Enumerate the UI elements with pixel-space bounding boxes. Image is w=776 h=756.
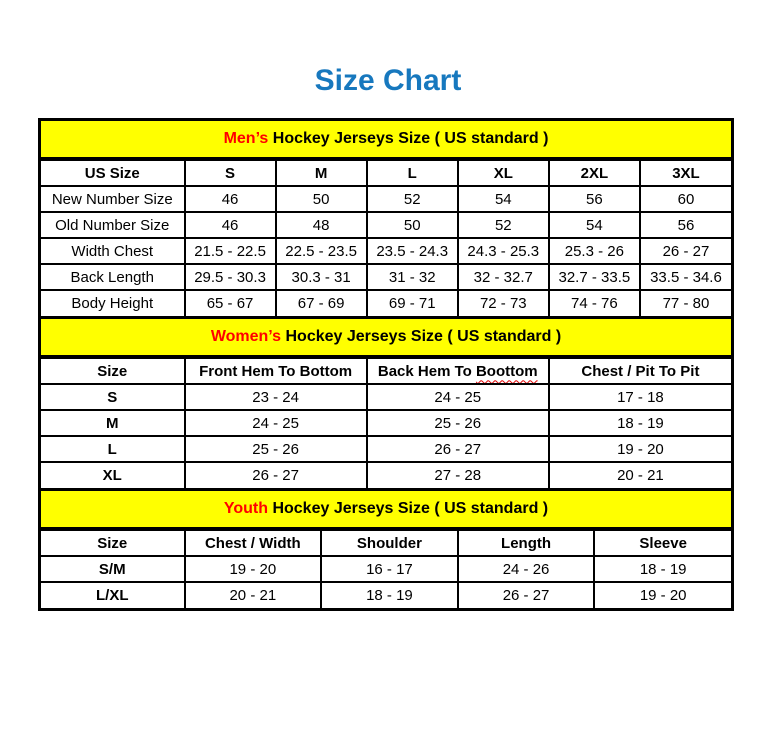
womens-section-title-text: Hockey Jerseys Size ( US standard ) [281, 328, 562, 345]
size-value: 56 [640, 212, 731, 238]
size-value: 18 - 19 [594, 556, 731, 582]
column-header: M [276, 160, 367, 186]
youth-section-title-highlight: Youth [223, 500, 268, 517]
size-value: 18 - 19 [549, 410, 731, 436]
size-value: 50 [276, 186, 367, 212]
size-value: 46 [185, 186, 276, 212]
youth-section-title [41, 488, 731, 529]
column-header: L [367, 160, 458, 186]
youth-header-row [41, 530, 731, 556]
column-header: Chest / Width [185, 530, 322, 556]
row-label: XL [41, 462, 185, 488]
youth-section-title-text: Hockey Jerseys Size ( US standard ) [268, 500, 549, 517]
column-header: Back Hem To Boottom [367, 358, 549, 384]
womens-section-title [41, 316, 731, 357]
size-value: 52 [367, 186, 458, 212]
size-value: 56 [549, 186, 640, 212]
size-value: 19 - 20 [594, 582, 731, 608]
mens-section-title [41, 121, 731, 159]
table-row [41, 436, 731, 462]
size-value: 17 - 18 [549, 384, 731, 410]
row-label: Body Height [41, 290, 185, 316]
size-value: 32 - 32.7 [458, 264, 549, 290]
mens-header-row [41, 160, 731, 186]
mens-section-title-highlight: Men’s [223, 130, 269, 147]
size-value: 60 [640, 186, 731, 212]
table-row [41, 290, 731, 316]
misspelled-word: Boottom [475, 362, 538, 380]
table-row [41, 212, 731, 238]
size-value: 54 [458, 186, 549, 212]
size-value: 26 - 27 [185, 462, 367, 488]
table-row [41, 186, 731, 212]
size-value: 22.5 - 23.5 [276, 238, 367, 264]
row-label: New Number Size [41, 186, 185, 212]
size-value: 69 - 71 [367, 290, 458, 316]
size-value: 23 - 24 [185, 384, 367, 410]
size-value: 54 [549, 212, 640, 238]
row-label: S [41, 384, 185, 410]
column-header: 2XL [549, 160, 640, 186]
size-value: 21.5 - 22.5 [185, 238, 276, 264]
size-value: 24 - 25 [367, 384, 549, 410]
size-value: 24 - 26 [458, 556, 595, 582]
table-row [41, 238, 731, 264]
column-header: S [185, 160, 276, 186]
size-value: 52 [458, 212, 549, 238]
column-header: Chest / Pit To Pit [549, 358, 731, 384]
table-row [41, 582, 731, 608]
size-value: 25 - 26 [367, 410, 549, 436]
column-header: Length [458, 530, 595, 556]
size-value: 72 - 73 [458, 290, 549, 316]
column-header: US Size [41, 160, 185, 186]
size-value: 25.3 - 26 [549, 238, 640, 264]
womens-section-title-highlight: Women’s [210, 328, 282, 345]
size-value: 26 - 27 [458, 582, 595, 608]
size-value: 20 - 21 [549, 462, 731, 488]
row-label: Back Length [41, 264, 185, 290]
column-header: Size [41, 358, 185, 384]
column-header: Shoulder [321, 530, 458, 556]
row-label: S/M [41, 556, 185, 582]
size-value: 25 - 26 [185, 436, 367, 462]
size-value: 24 - 25 [185, 410, 367, 436]
size-value: 33.5 - 34.6 [640, 264, 731, 290]
table-row [41, 410, 731, 436]
size-value: 19 - 20 [185, 556, 322, 582]
womens-header-row [41, 358, 731, 384]
size-value: 18 - 19 [321, 582, 458, 608]
mens-size-table [41, 159, 731, 316]
size-value: 26 - 27 [640, 238, 731, 264]
size-value: 50 [367, 212, 458, 238]
size-value: 74 - 76 [549, 290, 640, 316]
size-value: 46 [185, 212, 276, 238]
table-row [41, 462, 731, 488]
size-value: 65 - 67 [185, 290, 276, 316]
youth-size-table [41, 529, 731, 608]
column-header: 3XL [640, 160, 731, 186]
row-label: Width Chest [41, 238, 185, 264]
size-value: 27 - 28 [367, 462, 549, 488]
size-value: 19 - 20 [549, 436, 731, 462]
size-value: 24.3 - 25.3 [458, 238, 549, 264]
size-value: 16 - 17 [321, 556, 458, 582]
size-value: 67 - 69 [276, 290, 367, 316]
womens-size-table [41, 357, 731, 488]
size-value: 23.5 - 24.3 [367, 238, 458, 264]
row-label: L [41, 436, 185, 462]
table-row [41, 384, 731, 410]
size-value: 32.7 - 33.5 [549, 264, 640, 290]
column-header: XL [458, 160, 549, 186]
table-row [41, 556, 731, 582]
row-label: L/XL [41, 582, 185, 608]
size-value: 30.3 - 31 [276, 264, 367, 290]
column-header: Sleeve [594, 530, 731, 556]
mens-section-title-text: Hockey Jerseys Size ( US standard ) [268, 130, 549, 147]
column-header: Size [41, 530, 185, 556]
size-value: 20 - 21 [185, 582, 322, 608]
size-value: 77 - 80 [640, 290, 731, 316]
row-label: Old Number Size [41, 212, 185, 238]
column-header: Front Hem To Bottom [185, 358, 367, 384]
size-value: 29.5 - 30.3 [185, 264, 276, 290]
size-value: 26 - 27 [367, 436, 549, 462]
size-value: 48 [276, 212, 367, 238]
table-row [41, 264, 731, 290]
size-value: 31 - 32 [367, 264, 458, 290]
size-chart-sections [38, 118, 734, 611]
row-label: M [41, 410, 185, 436]
page-title: Size Chart [314, 64, 462, 97]
